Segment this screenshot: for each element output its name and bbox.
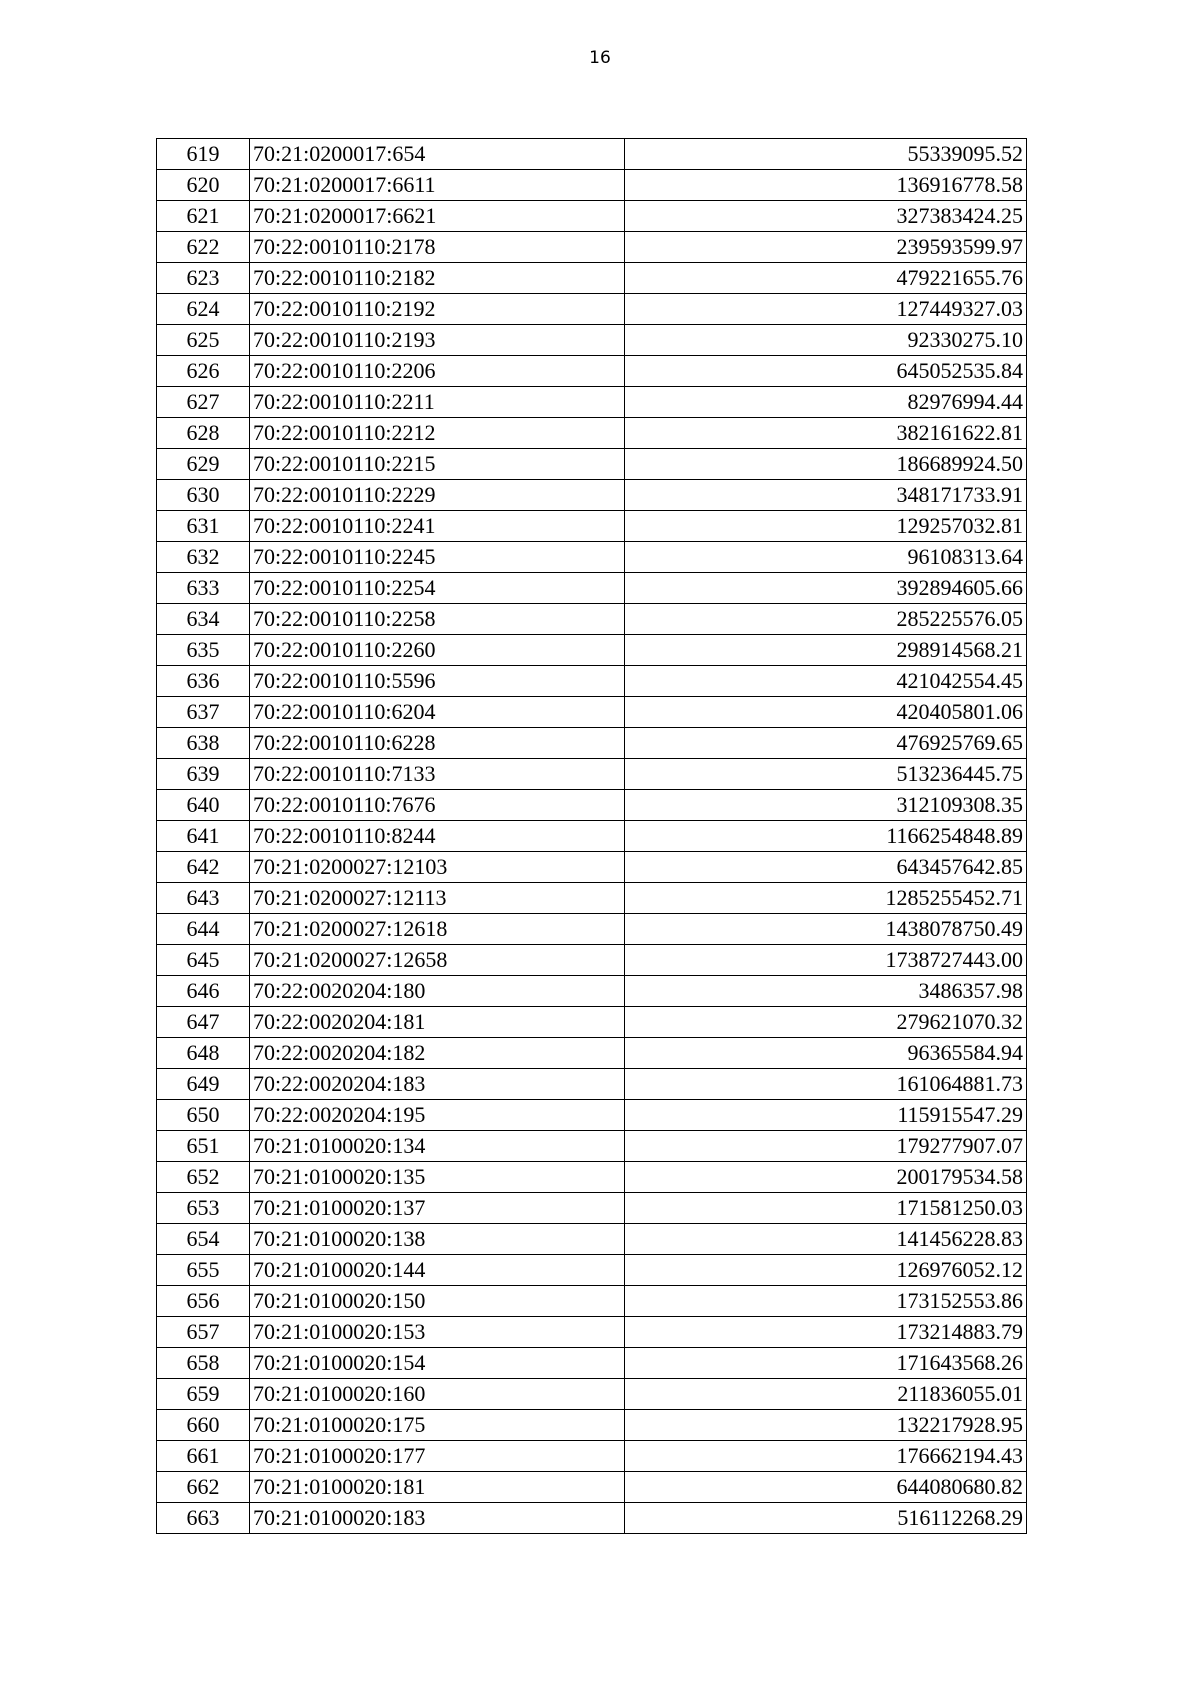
value-cell: 3486357.98	[625, 976, 1027, 1007]
table-row	[157, 1441, 1027, 1472]
cadastral-number-cell: 70:21:0100020:154	[250, 1348, 625, 1379]
row-number-cell: 638	[157, 728, 250, 759]
table-row	[157, 387, 1027, 418]
table-row	[157, 635, 1027, 666]
value-cell: 82976994.44	[625, 387, 1027, 418]
row-number-cell: 649	[157, 1069, 250, 1100]
table-row	[157, 1410, 1027, 1441]
cadastral-number-cell: 70:21:0200027:12103	[250, 852, 625, 883]
value-cell: 171581250.03	[625, 1193, 1027, 1224]
table-row	[157, 697, 1027, 728]
table-row	[157, 666, 1027, 697]
value-cell: 200179534.58	[625, 1162, 1027, 1193]
value-cell: 96365584.94	[625, 1038, 1027, 1069]
value-cell: 479221655.76	[625, 263, 1027, 294]
cadastral-number-cell: 70:22:0010110:6204	[250, 697, 625, 728]
table-row	[157, 1503, 1027, 1534]
row-number-cell: 655	[157, 1255, 250, 1286]
table-row	[157, 1162, 1027, 1193]
table-row	[157, 852, 1027, 883]
row-number-cell: 661	[157, 1441, 250, 1472]
cadastral-number-cell: 70:22:0020204:183	[250, 1069, 625, 1100]
row-number-cell: 643	[157, 883, 250, 914]
table-row	[157, 263, 1027, 294]
value-cell: 171643568.26	[625, 1348, 1027, 1379]
value-cell: 382161622.81	[625, 418, 1027, 449]
cadastral-number-cell: 70:22:0010110:2254	[250, 573, 625, 604]
row-number-cell: 662	[157, 1472, 250, 1503]
table-row	[157, 325, 1027, 356]
value-cell: 173214883.79	[625, 1317, 1027, 1348]
cadastral-number-cell: 70:22:0010110:2260	[250, 635, 625, 666]
row-number-cell: 622	[157, 232, 250, 263]
row-number-cell: 639	[157, 759, 250, 790]
value-cell: 1166254848.89	[625, 821, 1027, 852]
row-number-cell: 648	[157, 1038, 250, 1069]
value-cell: 643457642.85	[625, 852, 1027, 883]
cadastral-number-cell: 70:21:0100020:183	[250, 1503, 625, 1534]
cadastral-number-cell: 70:22:0010110:6228	[250, 728, 625, 759]
cadastral-number-cell: 70:22:0010110:7133	[250, 759, 625, 790]
value-cell: 186689924.50	[625, 449, 1027, 480]
cadastral-number-cell: 70:21:0200027:12113	[250, 883, 625, 914]
cadastral-number-cell: 70:22:0010110:2245	[250, 542, 625, 573]
row-number-cell: 636	[157, 666, 250, 697]
row-number-cell: 646	[157, 976, 250, 1007]
table-row	[157, 1038, 1027, 1069]
row-number-cell: 645	[157, 945, 250, 976]
value-cell: 96108313.64	[625, 542, 1027, 573]
row-number-cell: 660	[157, 1410, 250, 1441]
cadastral-number-cell: 70:22:0010110:2193	[250, 325, 625, 356]
table-row	[157, 945, 1027, 976]
cadastral-number-cell: 70:21:0100020:175	[250, 1410, 625, 1441]
value-cell: 1285255452.71	[625, 883, 1027, 914]
value-cell: 476925769.65	[625, 728, 1027, 759]
value-cell: 239593599.97	[625, 232, 1027, 263]
value-cell: 132217928.95	[625, 1410, 1027, 1441]
row-number-cell: 637	[157, 697, 250, 728]
cadastral-number-cell: 70:21:0100020:144	[250, 1255, 625, 1286]
row-number-cell: 641	[157, 821, 250, 852]
cadastral-number-cell: 70:22:0010110:8244	[250, 821, 625, 852]
value-cell: 516112268.29	[625, 1503, 1027, 1534]
row-number-cell: 634	[157, 604, 250, 635]
table-body	[157, 139, 1027, 1534]
table-row	[157, 1131, 1027, 1162]
value-cell: 55339095.52	[625, 139, 1027, 170]
value-cell: 279621070.32	[625, 1007, 1027, 1038]
row-number-cell: 621	[157, 201, 250, 232]
value-cell: 327383424.25	[625, 201, 1027, 232]
cadastral-number-cell: 70:22:0010110:2241	[250, 511, 625, 542]
cadastral-number-cell: 70:22:0010110:2211	[250, 387, 625, 418]
table-row	[157, 1348, 1027, 1379]
value-cell: 421042554.45	[625, 666, 1027, 697]
cadastral-number-cell: 70:22:0020204:195	[250, 1100, 625, 1131]
cadastral-number-cell: 70:22:0010110:2182	[250, 263, 625, 294]
cadastral-number-cell: 70:21:0200027:12658	[250, 945, 625, 976]
row-number-cell: 657	[157, 1317, 250, 1348]
cadastral-number-cell: 70:21:0200017:6621	[250, 201, 625, 232]
cadastral-number-cell: 70:21:0100020:135	[250, 1162, 625, 1193]
row-number-cell: 644	[157, 914, 250, 945]
row-number-cell: 656	[157, 1286, 250, 1317]
table-row	[157, 573, 1027, 604]
row-number-cell: 632	[157, 542, 250, 573]
row-number-cell: 659	[157, 1379, 250, 1410]
value-cell: 161064881.73	[625, 1069, 1027, 1100]
table-row	[157, 1007, 1027, 1038]
row-number-cell: 663	[157, 1503, 250, 1534]
value-cell: 115915547.29	[625, 1100, 1027, 1131]
value-cell: 179277907.07	[625, 1131, 1027, 1162]
cadastral-number-cell: 70:22:0010110:2212	[250, 418, 625, 449]
cadastral-value-table	[156, 138, 1027, 1534]
table-row	[157, 1286, 1027, 1317]
cadastral-number-cell: 70:21:0100020:134	[250, 1131, 625, 1162]
page-number: 16	[589, 48, 611, 68]
row-number-cell: 630	[157, 480, 250, 511]
row-number-cell: 654	[157, 1224, 250, 1255]
table-row	[157, 883, 1027, 914]
cadastral-number-cell: 70:22:0020204:182	[250, 1038, 625, 1069]
cadastral-number-cell: 70:22:0010110:2192	[250, 294, 625, 325]
table-row	[157, 821, 1027, 852]
value-cell: 141456228.83	[625, 1224, 1027, 1255]
row-number-cell: 625	[157, 325, 250, 356]
value-cell: 211836055.01	[625, 1379, 1027, 1410]
cadastral-number-cell: 70:21:0100020:153	[250, 1317, 625, 1348]
row-number-cell: 653	[157, 1193, 250, 1224]
value-cell: 92330275.10	[625, 325, 1027, 356]
value-cell: 136916778.58	[625, 170, 1027, 201]
value-cell: 176662194.43	[625, 1441, 1027, 1472]
table-row	[157, 511, 1027, 542]
cadastral-number-cell: 70:21:0100020:181	[250, 1472, 625, 1503]
cadastral-number-cell: 70:22:0020204:181	[250, 1007, 625, 1038]
row-number-cell: 651	[157, 1131, 250, 1162]
row-number-cell: 652	[157, 1162, 250, 1193]
cadastral-number-cell: 70:22:0010110:2258	[250, 604, 625, 635]
cadastral-number-cell: 70:21:0100020:160	[250, 1379, 625, 1410]
cadastral-number-cell: 70:21:0200017:6611	[250, 170, 625, 201]
row-number-cell: 619	[157, 139, 250, 170]
table-row	[157, 1100, 1027, 1131]
table-row	[157, 139, 1027, 170]
table-row	[157, 1317, 1027, 1348]
value-cell: 420405801.06	[625, 697, 1027, 728]
cadastral-number-cell: 70:21:0200017:654	[250, 139, 625, 170]
table-row	[157, 1193, 1027, 1224]
table-row	[157, 976, 1027, 1007]
value-cell: 392894605.66	[625, 573, 1027, 604]
value-cell: 173152553.86	[625, 1286, 1027, 1317]
cadastral-number-cell: 70:22:0020204:180	[250, 976, 625, 1007]
cadastral-number-cell: 70:22:0010110:2229	[250, 480, 625, 511]
table-row	[157, 1069, 1027, 1100]
table-row	[157, 294, 1027, 325]
table-row	[157, 356, 1027, 387]
row-number-cell: 642	[157, 852, 250, 883]
cadastral-number-cell: 70:21:0100020:137	[250, 1193, 625, 1224]
row-number-cell: 624	[157, 294, 250, 325]
cadastral-number-cell: 70:22:0010110:5596	[250, 666, 625, 697]
table-row	[157, 170, 1027, 201]
table-row	[157, 1472, 1027, 1503]
row-number-cell: 623	[157, 263, 250, 294]
table-row	[157, 480, 1027, 511]
row-number-cell: 626	[157, 356, 250, 387]
table-row	[157, 418, 1027, 449]
value-cell: 1438078750.49	[625, 914, 1027, 945]
row-number-cell: 629	[157, 449, 250, 480]
cadastral-number-cell: 70:22:0010110:2178	[250, 232, 625, 263]
table-row	[157, 759, 1027, 790]
value-cell: 1738727443.00	[625, 945, 1027, 976]
value-cell: 513236445.75	[625, 759, 1027, 790]
table-row	[157, 790, 1027, 821]
cadastral-number-cell: 70:22:0010110:2206	[250, 356, 625, 387]
row-number-cell: 647	[157, 1007, 250, 1038]
row-number-cell: 640	[157, 790, 250, 821]
table-row	[157, 914, 1027, 945]
table-row	[157, 542, 1027, 573]
table-row	[157, 449, 1027, 480]
value-cell: 645052535.84	[625, 356, 1027, 387]
row-number-cell: 628	[157, 418, 250, 449]
table-row	[157, 1224, 1027, 1255]
cadastral-number-cell: 70:22:0010110:7676	[250, 790, 625, 821]
value-cell: 129257032.81	[625, 511, 1027, 542]
value-cell: 312109308.35	[625, 790, 1027, 821]
cadastral-number-cell: 70:21:0100020:177	[250, 1441, 625, 1472]
table-row	[157, 1379, 1027, 1410]
cadastral-number-cell: 70:21:0200027:12618	[250, 914, 625, 945]
row-number-cell: 620	[157, 170, 250, 201]
row-number-cell: 633	[157, 573, 250, 604]
row-number-cell: 650	[157, 1100, 250, 1131]
value-cell: 298914568.21	[625, 635, 1027, 666]
table-row	[157, 728, 1027, 759]
table-row	[157, 604, 1027, 635]
cadastral-number-cell: 70:21:0100020:138	[250, 1224, 625, 1255]
value-cell: 127449327.03	[625, 294, 1027, 325]
cadastral-number-cell: 70:21:0100020:150	[250, 1286, 625, 1317]
value-cell: 348171733.91	[625, 480, 1027, 511]
value-cell: 285225576.05	[625, 604, 1027, 635]
row-number-cell: 658	[157, 1348, 250, 1379]
table-row	[157, 1255, 1027, 1286]
value-cell: 126976052.12	[625, 1255, 1027, 1286]
row-number-cell: 631	[157, 511, 250, 542]
cadastral-number-cell: 70:22:0010110:2215	[250, 449, 625, 480]
row-number-cell: 635	[157, 635, 250, 666]
table-row	[157, 201, 1027, 232]
table-row	[157, 232, 1027, 263]
row-number-cell: 627	[157, 387, 250, 418]
value-cell: 644080680.82	[625, 1472, 1027, 1503]
